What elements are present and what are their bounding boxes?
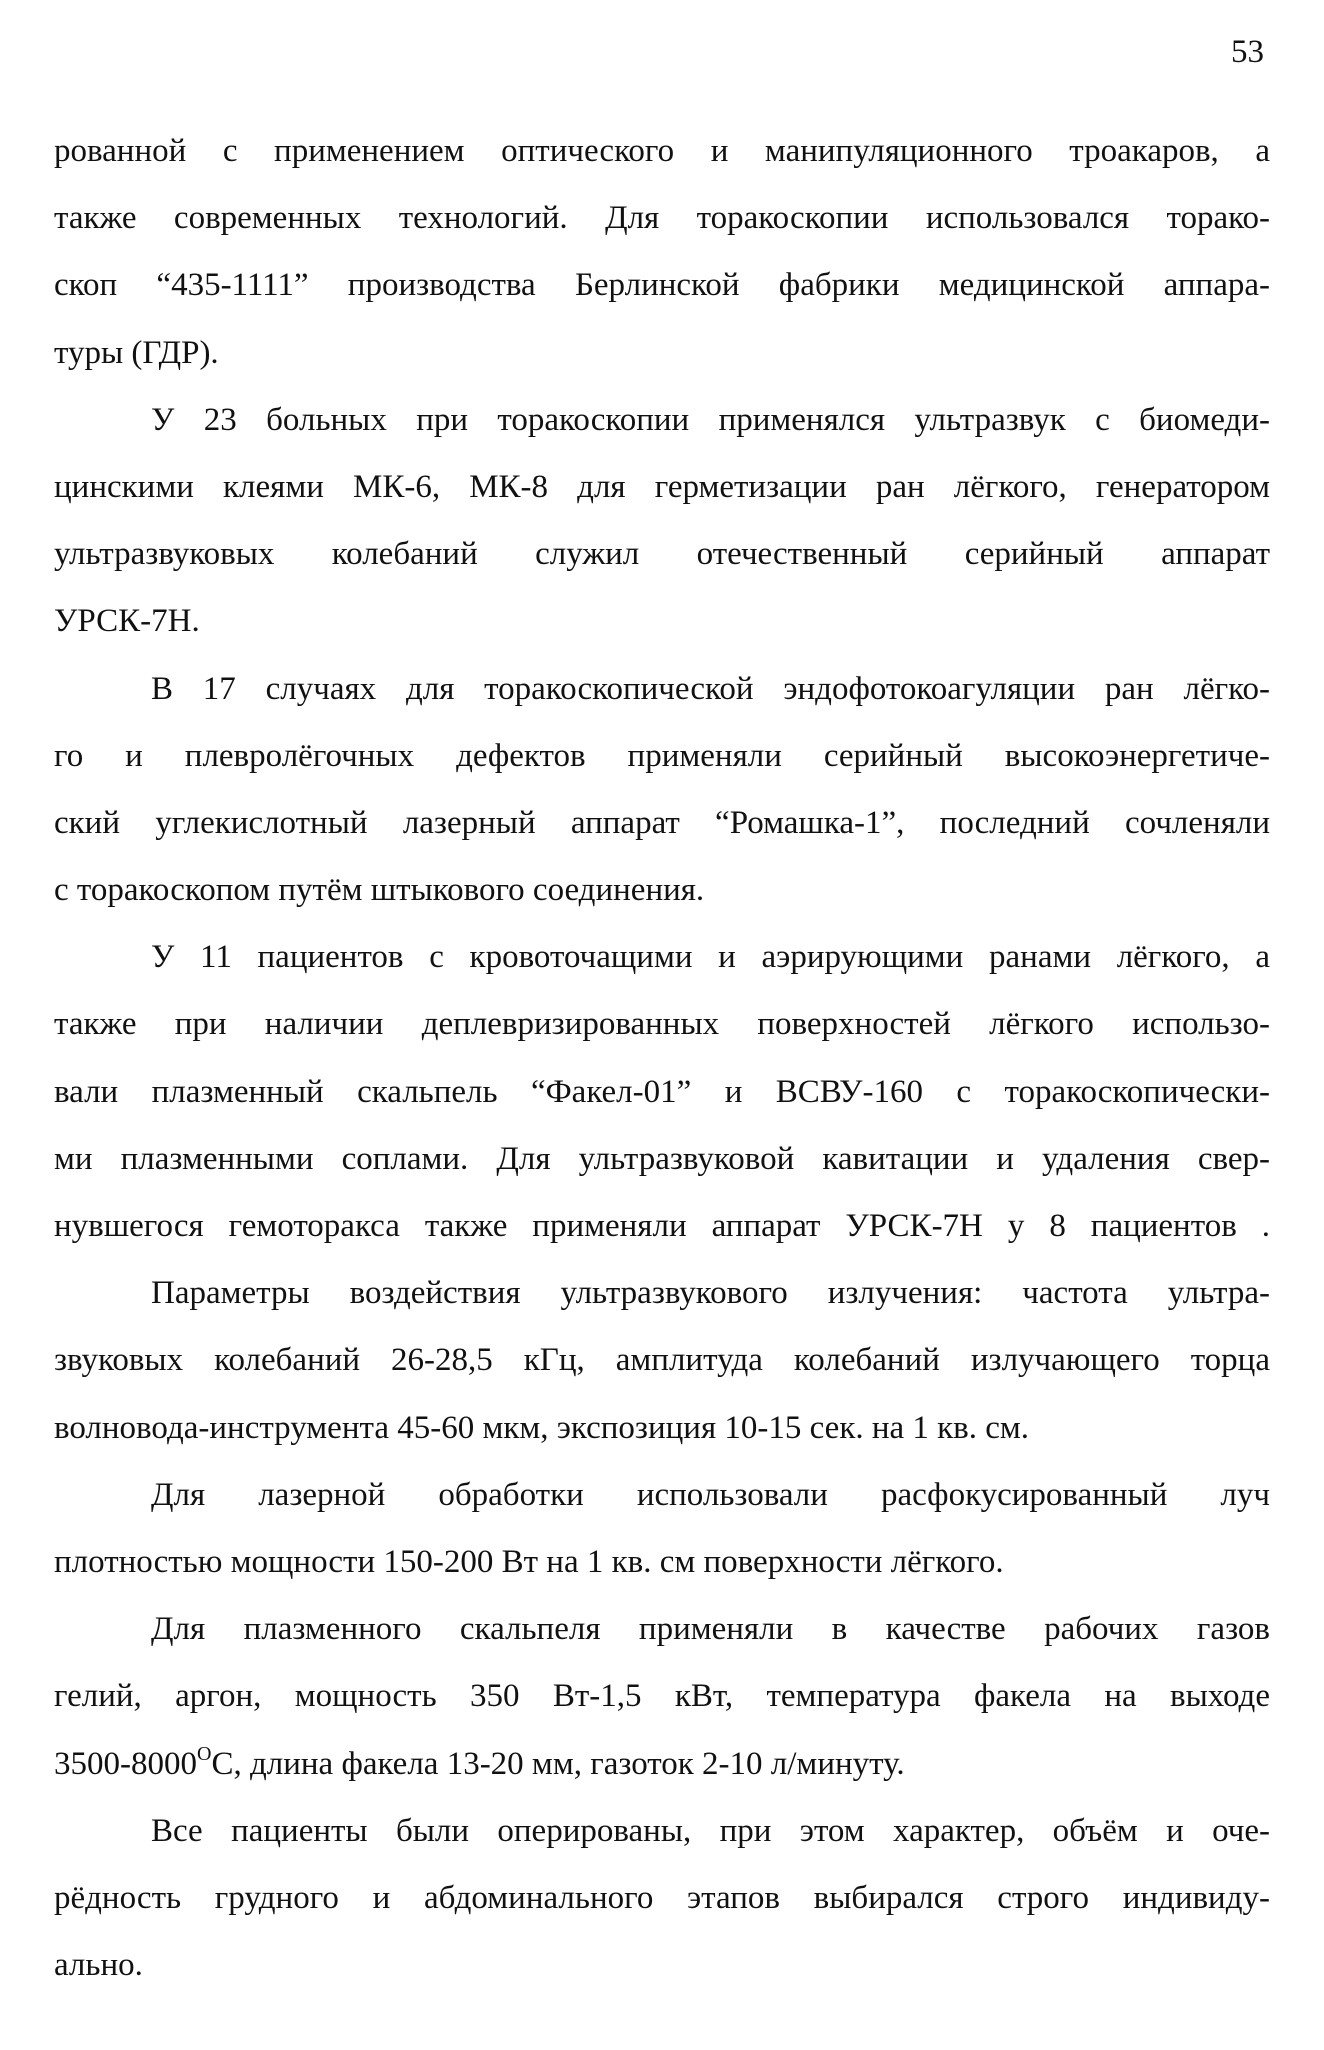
text-line: В 17 случаях для торакоскопической эндофотокоагуляции ран лёгко- [151,670,1270,707]
page-number: 53 [1231,34,1264,70]
text-line: также современных технологий. Для торакоскопии использовался торако- [54,200,1270,237]
text-line: волновода-инструмента 45-60 мкм, экспозиция 10-15 сек. на 1 кв. см. [54,1409,1030,1446]
text-line: У 11 пациентов с кровоточащими и аэрирующими ранами лёгкого, а [151,939,1270,976]
text-line: ми плазменными соплами. Для ультразвуковой кавитации и удаления свер- [54,1140,1270,1177]
text-line: рёдность грудного и абдоминального этапов выбирался строго индивиду- [54,1879,1270,1916]
text-segment: С, длина факела 13-20 мм, газоток 2-10 л/минуту. [211,1745,905,1782]
text-line: цинскими клеями МК-6, МК-8 для герметизации ран лёгкого, генератором [54,468,1270,505]
text-line: Параметры воздействия ультразвукового излучения: частота ультра- [151,1275,1270,1312]
text-line: Для лазерной обработки использовали расфокусированный луч [151,1476,1270,1513]
text-line: ально. [54,1947,143,1984]
text-line: также при наличии деплевризированных поверхностей лёгкого использо- [54,1006,1270,1043]
text-line: вали плазменный скальпель “Факел-01” и ВСВУ-160 с торакоскопически- [54,1073,1270,1110]
text-line: Для плазменного скальпеля применяли в качестве рабочих газов [151,1611,1270,1648]
superscript-degree: O [197,1742,212,1765]
text-line: нувшегося гемоторакса также применяли аппарат УРСК-7Н у 8 пациентов . [54,1208,1270,1244]
text-line: скоп “435-1111” производства Берлинской фабрики медицинской аппара- [54,267,1270,304]
text-line: туры (ГДР). [54,334,219,371]
text-line: рованной с применением оптического и манипуляционного троакаров, а [54,133,1270,169]
text-line: УРСК-7Н. [54,603,200,640]
text-line [54,1731,1270,1798]
text-line: го и плевролёгочных дефектов применяли серийный высокоэнергетиче- [54,737,1270,774]
text-line: У 23 больных при торакоскопии применялся ультразвук с биомеди- [151,401,1270,438]
text-line: плотностью мощности 150-200 Вт на 1 кв. см поверхности лёгкого. [54,1543,1004,1580]
text-line: гелий, аргон, мощность 350 Вт-1,5 кВт, температура факела на выходе [54,1678,1270,1715]
text-line: с торакоскопом путём штыкового соединения. [54,872,705,909]
body-text [54,118,1270,1999]
text-line: Все пациенты были оперированы, при этом характер, объём и оче- [151,1812,1270,1849]
text-line: ультразвуковых колебаний служил отечественный серийный аппарат [54,536,1270,573]
text-line: ский углекислотный лазерный аппарат “Ромашка-1”, последний сочленяли [54,804,1270,841]
text-line: звуковых колебаний 26-28,5 кГц, амплитуда колебаний излучающего торца [54,1342,1270,1379]
text-segment: 3500-8000 [54,1745,197,1782]
